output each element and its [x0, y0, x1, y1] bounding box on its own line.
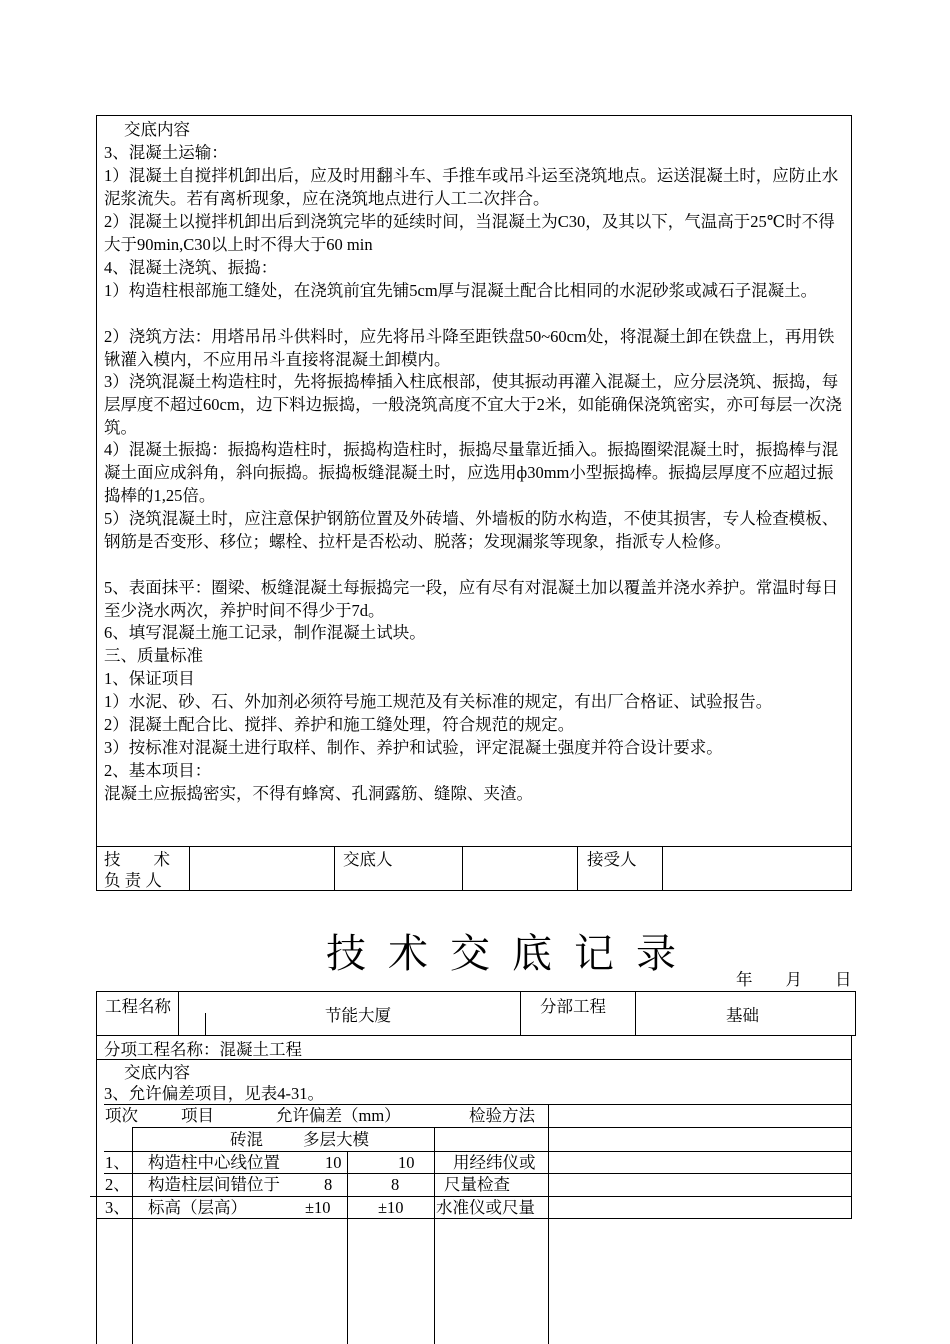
table-line-v1	[132, 1127, 133, 1344]
receiver-label: 接受人	[587, 850, 637, 869]
content-line: 3）浇筑混凝土构造柱时，先将振捣棒插入柱底根部，使其振动再灌入混凝土，应分层浇筑、振捣，每层厚度不超过60cm，边下料边振捣，一般浇筑高度不宜大于2米，如能确保浇筑密实，亦可每层一次浇筑。	[104, 372, 842, 438]
sign-row-divider-4	[577, 846, 578, 891]
table-row-3-brick: ±10	[305, 1198, 331, 1217]
tech-lead-label-top: 技 术	[104, 850, 170, 869]
header-box-top	[96, 991, 856, 992]
table-row-2-item: 构造柱层间错位于	[148, 1175, 280, 1194]
table-row-2-method: 尺量检查	[444, 1175, 510, 1194]
table-line-v2	[347, 1151, 348, 1344]
tolerance-intro: 3、允许偏差项目，见表4-31。	[104, 1084, 324, 1103]
record-frame-right	[851, 1035, 852, 1219]
header-divider-2	[205, 1013, 206, 1036]
table-header-no: 项次	[105, 1106, 138, 1125]
division-label: 分部工程	[540, 997, 606, 1016]
content-line: 三、质量标准	[104, 646, 203, 665]
briefer-label: 交底人	[343, 850, 393, 869]
table-row-3-item: 标高（层高）	[148, 1198, 247, 1217]
top-frame-right	[851, 115, 852, 891]
content-line: 4、混凝土浇筑、振捣：	[104, 258, 278, 277]
table-row-1-method: 用经纬仪或	[453, 1153, 536, 1172]
top-frame-bottom	[96, 890, 852, 891]
table-line-v3	[434, 1127, 435, 1344]
sign-row-top-border	[96, 846, 852, 847]
record-content-heading: 交底内容	[124, 1063, 190, 1082]
table-row-1-brick: 10	[325, 1153, 342, 1172]
table-subheader-formwork: 多层大模	[303, 1130, 369, 1149]
content-line: 2）混凝土配合比、搅拌、养护和施工缝处理，符合规范的规定。	[104, 715, 575, 734]
header-box-left	[96, 991, 97, 1344]
header-divider-4	[635, 991, 636, 1036]
tech-lead-label-bottom: 负 责 人	[104, 871, 162, 890]
content-line: 1）混凝土自搅拌机卸出后，应及时用翻斗车、手推车或吊斗运至浇筑地点。运送混凝土时，应防止水泥浆流失。若有离析现象，应在浇筑地点进行人工二次拌合。	[104, 166, 839, 209]
table-row-2-formwork: 8	[391, 1175, 400, 1194]
content-line: 混凝土应振捣密实，不得有蜂窝、孔洞露筋、缝隙、夹渣。	[104, 784, 533, 803]
table-row-2-brick: 8	[324, 1175, 333, 1194]
header-box-right	[855, 991, 856, 1036]
table-row-1-no: 1、	[105, 1153, 130, 1172]
table-row-1-item: 构造柱中心线位置	[148, 1153, 280, 1172]
table-row-1-formwork: 10	[398, 1153, 415, 1172]
top-frame-top	[96, 115, 852, 116]
content-heading: 交底内容	[124, 120, 190, 139]
table-row-3-no: 3、	[105, 1198, 130, 1217]
content-line: 4）混凝土振捣：振捣构造柱时，振捣构造柱时，振捣尽量靠近插入。振捣圈梁混凝土时，振捣棒与混凝土面应成斜角，斜向振捣。振捣板缝混凝土时，应选用ф30mm小型振捣棒。振捣层厚度不应超过振捣棒的1,25倍。	[104, 440, 839, 506]
content-line: 1、保证项目	[104, 669, 195, 688]
header-divider-3	[520, 991, 521, 1036]
top-frame-left	[96, 115, 97, 891]
content-line: 5）浇筑混凝土时，应注意保护钢筋位置及外砖墙、外墙板的防水构造，不使其损害，专人检查模板、钢筋是否变形、移位；螺栓、拉杆是否松动、脱落；发现漏浆等现象，指派专人检修。	[104, 509, 839, 552]
table-row-3-method: 水准仪或尺量	[436, 1198, 535, 1217]
sign-row-divider-5	[662, 846, 663, 891]
table-header-tolerance: 允许偏差（mm）	[276, 1106, 401, 1125]
table-row-3-formwork: ±10	[378, 1198, 404, 1217]
content-line: 3）按标准对混凝土进行取样、制作、养护和试验，评定混凝土强度并符合设计要求。	[104, 738, 723, 757]
content-line: 3、混凝土运输：	[104, 143, 228, 162]
header-divider-1	[178, 991, 179, 1036]
table-header-method: 检验方法	[469, 1106, 535, 1125]
content-line: 6、填写混凝土施工记录，制作混凝土试块。	[104, 623, 426, 642]
table-row-2-no: 2、	[105, 1175, 130, 1194]
project-name-label: 工程名称	[105, 997, 171, 1016]
subitem-name: 分项工程名称：混凝土工程	[104, 1040, 302, 1059]
content-line: 2）浇筑方法：用塔吊吊斗供料时，应先将吊斗降至距铁盘50~60cm处，将混凝土卸在铁盘上，再用铁锹灌入模内，不应用吊斗直接将混凝土卸模内。	[104, 327, 835, 370]
table-subheader-brick: 砖混	[230, 1130, 263, 1149]
table-header-item: 项目	[181, 1106, 214, 1125]
sign-row-divider-3	[462, 846, 463, 891]
page-title: 技术交底记录	[326, 931, 698, 976]
sign-row-divider-2	[334, 846, 335, 891]
content-line: 1）构造柱根部施工缝处，在浇筑前宜先铺5cm厚与混凝土配合比相同的水泥砂浆或减石子混凝土。	[104, 281, 818, 300]
table-line-v4	[548, 1104, 549, 1344]
division-value: 基础	[726, 1006, 759, 1025]
content-line: 2、基本项目：	[104, 761, 212, 780]
date-line: 年 月 日	[736, 970, 852, 989]
content-line: 5、表面抹平：圈梁、板缝混凝土每振捣完一段，应有尽有对混凝土加以覆盖并浇水养护。常温时每日至少浇水两次，养护时间不得少于7d。	[104, 578, 839, 621]
header-box-bottom	[96, 1035, 856, 1036]
content-line: 1）水泥、砂、石、外加剂必须符号施工规范及有关标准的规定，有出厂合格证、试验报告。	[104, 692, 773, 711]
sign-row-divider-1	[189, 846, 190, 891]
project-name-value: 节能大厦	[325, 1006, 391, 1025]
content-line: 2）混凝土以搅拌机卸出后到浇筑完毕的延续时间，当混凝土为C30，及其以下，气温高于25℃时不得大于90min,C30以上时不得大于60 min	[104, 212, 835, 255]
